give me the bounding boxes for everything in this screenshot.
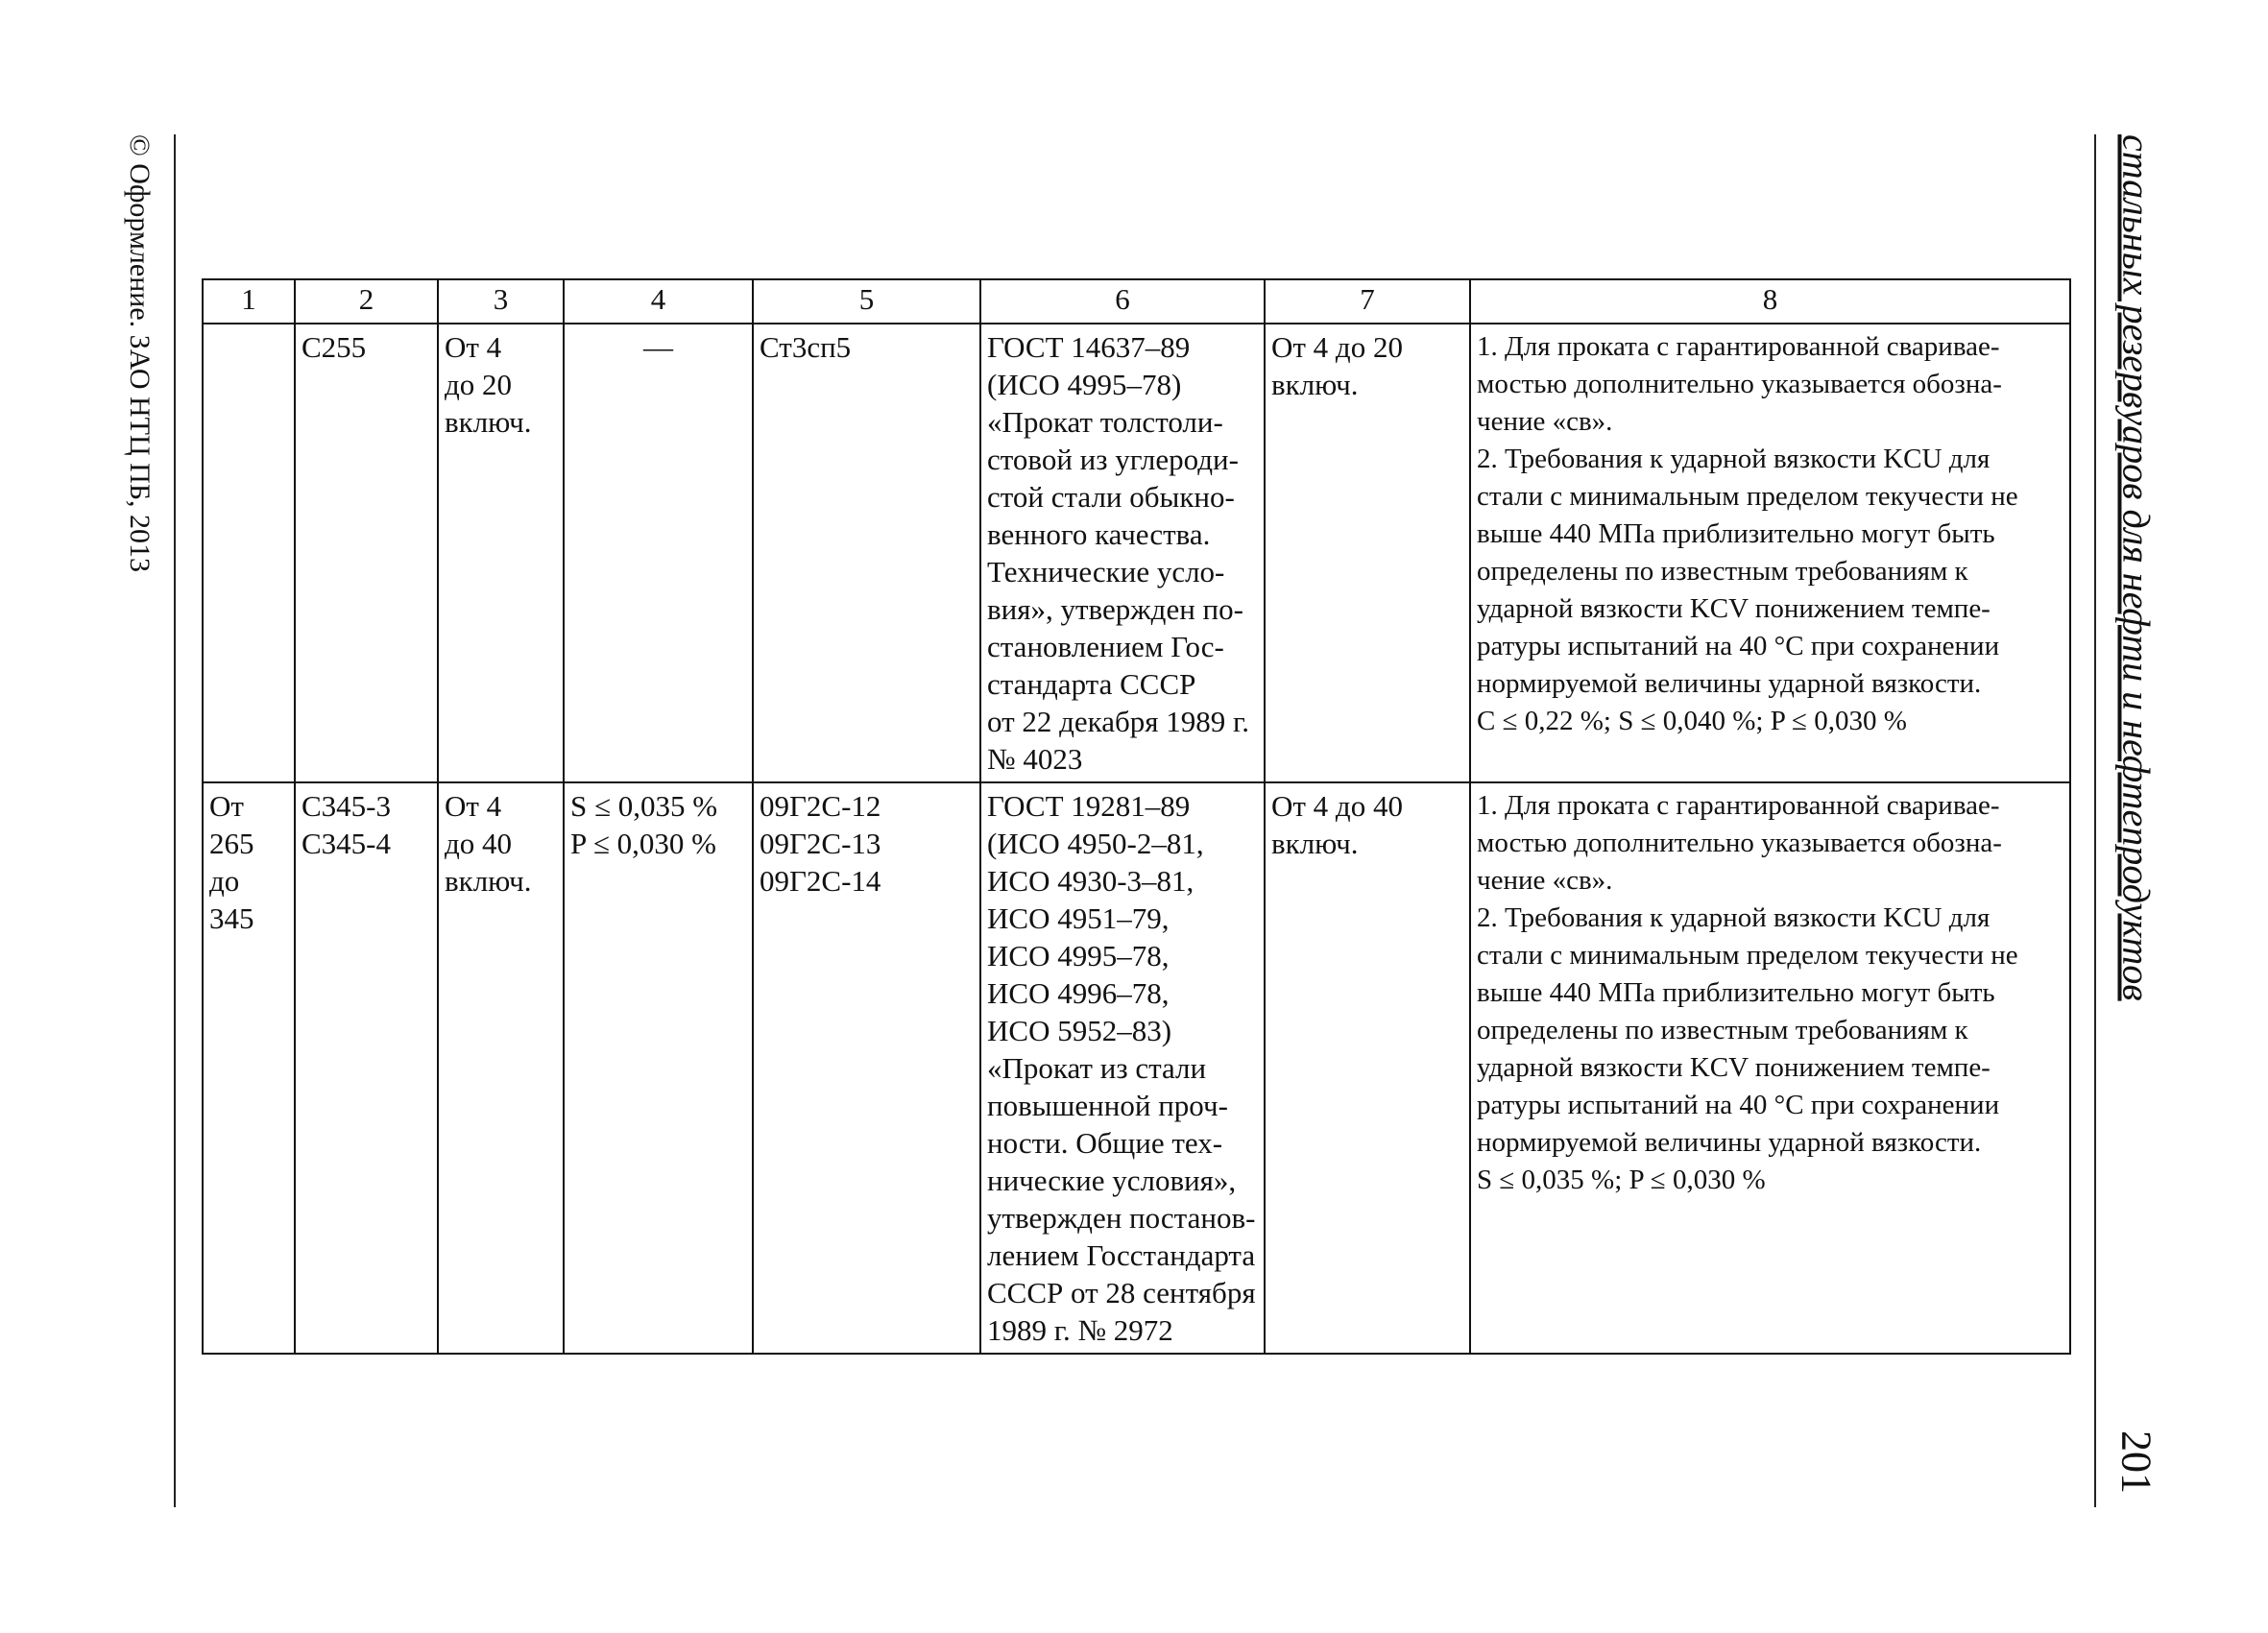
column-header: 4 [564,279,753,324]
copyright-text: © Оформление. ЗАО НТЦ ПБ, 2013 [124,134,156,573]
column-header: 8 [1470,279,2070,324]
standard-cell: ГОСТ 14637–89 (ИСО 4995–78) «Прокат толстоли- стовой из углероди- стой стали обыкно- венного качества. Технические усло- вия», утвержден по- становлением Гос- стандарта СССР от 22 декабря 1989 г. № 4023 [980,324,1265,782]
chemistry-limit-cell: S ≤ 0,035 % P ≤ 0,030 % [564,782,753,1354]
right-margin-rule [2094,134,2096,1507]
column-header: 7 [1265,279,1470,324]
column-header: 2 [295,279,438,324]
steel-brand-cell: Ст3сп5 [753,324,980,782]
notes-cell: 1. Для проката с гарантированной сваривае- мостью дополнительно указывается обозна- чение «св». 2. Требования к ударной вязкости KCU для стали с минимальным пределом текучести не выше 440 МПа приблизительно могут быть определены по известным требованиям к ударной вязкости KCV понижением темпе- ратуры испытаний на 40 °С при сохранении нормируемой величины ударной вязкости. C ≤ 0,22 %; S ≤ 0,040 %; P ≤ 0,030 % [1470,324,2070,782]
running-title [2103,134,2170,1027]
chemistry-limit-cell: — [564,324,753,782]
page-number [2103,1430,2170,1507]
thickness-range-cell: От 4 до 20 включ. [1265,324,1470,782]
standard-cell: ГОСТ 19281–89 (ИСО 4950-2–81, ИСО 4930-3–81, ИСО 4951–79, ИСО 4995–78, ИСО 4996–78, ИСО 5952–83) «Прокат из стали повышенной проч- ности. Общие тех- нические условия», утвержден постанов- лением Госстандарта СССР от 28 сентября 1989 г. № 2972 [980,782,1265,1354]
left-margin-rule [174,134,176,1507]
column-header: 6 [980,279,1265,324]
steel-brand-cell: 09Г2С-12 09Г2С-13 09Г2С-14 [753,782,980,1354]
column-header: 3 [438,279,564,324]
notes-cell: 1. Для проката с гарантированной сваривае- мостью дополнительно указывается обозна- чение «св». 2. Требования к ударной вязкости KCU для стали с минимальным пределом текучести не выше 440 МПа приблизительно могут быть определены по известным требованиям к ударной вязкости KCV понижением темпе- ратуры испытаний на 40 °С при сохранении нормируемой величины ударной вязкости. S ≤ 0,035 %; P ≤ 0,030 % [1470,782,2070,1354]
steel-grade-cell: С345-3 С345-4 [295,782,438,1354]
table-row [203,782,2070,1354]
header-row [203,279,2070,324]
thickness-cell: От 4 до 40 включ. [438,782,564,1354]
column-header: 5 [753,279,980,324]
steel-grades-table [202,278,2071,1355]
strength-range-cell: От 265 до 345 [203,782,295,1354]
strength-range-cell [203,324,295,782]
thickness-range-cell: От 4 до 40 включ. [1265,782,1470,1354]
table-row [203,324,2070,782]
thickness-cell: От 4 до 20 включ. [438,324,564,782]
running-title-text: стальных резервуаров для нефти и нефтепродуктов [2114,134,2159,1001]
column-header: 1 [203,279,295,324]
copyright-notice [110,134,168,576]
page-number-text: 201 [2112,1430,2160,1494]
steel-grade-cell: С255 [295,324,438,782]
